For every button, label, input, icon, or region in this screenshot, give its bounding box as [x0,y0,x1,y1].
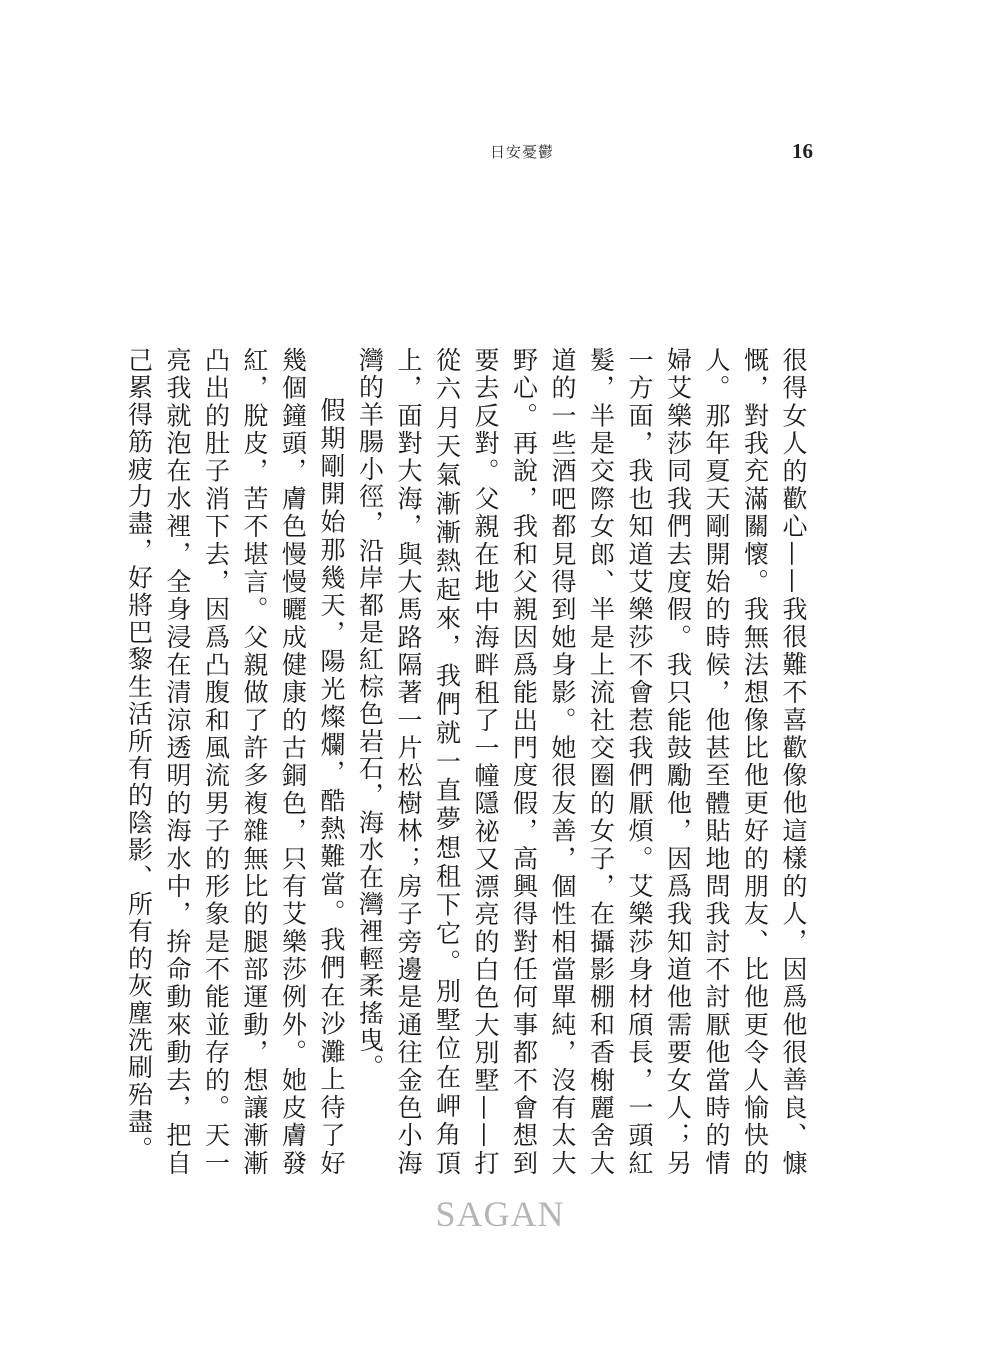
running-title: 日安憂鬱 [490,143,555,161]
footer-brand-logo: SAGAN [435,1194,565,1234]
paragraph-1: 很得女人的歡心——我很難不喜歡像他這樣的人，因爲他很善良、慷慨，對我充滿關懷。我無法想像比他更好的朋友、比他更令人愉快的人。那年夏天剛開始的時候，他甚至體貼地問我討不討厭他當時的情婦艾樂莎同我們去度假。我只能鼓勵他，因爲我知道他需要女人；另一方面，我也知道艾樂莎不會惹我們厭煩。艾樂莎身材頎長，一頭紅髮，半是交際女郎、半是上流社交圈的女子，在攝影棚和香榭麗舍大道的一些酒吧都見得到她身影。她很友善，個性相當單純，沒有太大野心。再說，我和父親因爲能出門度假，高興得對任何事都不會想到要去反對。父親在地中海畔租了一幢隱祕又漂亮的白色大別墅——打從六月天氣漸漸熱起來，我們就一直夢想租下它。別墅位在岬角頂上，面對大海，與大馬路隔著一片松樹林；房子旁邊是通往金色小海灣的羊腸小徑，沿岸都是紅棕色岩石，海水在灣裡輕柔搖曳。 [355,347,808,1177]
body-text [119,347,812,1177]
paragraph-2: 假期剛開始那幾天，陽光燦爛，酷熱難當。我們在沙灘上待了好幾個鐘頭，膚色慢慢曬成健康的古銅色，只有艾樂莎例外。她皮膚發紅，脫皮，苦不堪言。父親做了許多複雜無比的腿部運動，想讓漸漸凸出的肚子消下去，因爲凸腹和風流男子的形象是不能並存的。天一亮我就泡在水裡，全身浸在清涼透明的海水中，拚命動來動去，把自己累得筋疲力盡，好將巴黎生活所有的陰影、所有的灰塵洗刷殆盡。 [124,347,346,1177]
page-number: 16 [792,139,813,163]
